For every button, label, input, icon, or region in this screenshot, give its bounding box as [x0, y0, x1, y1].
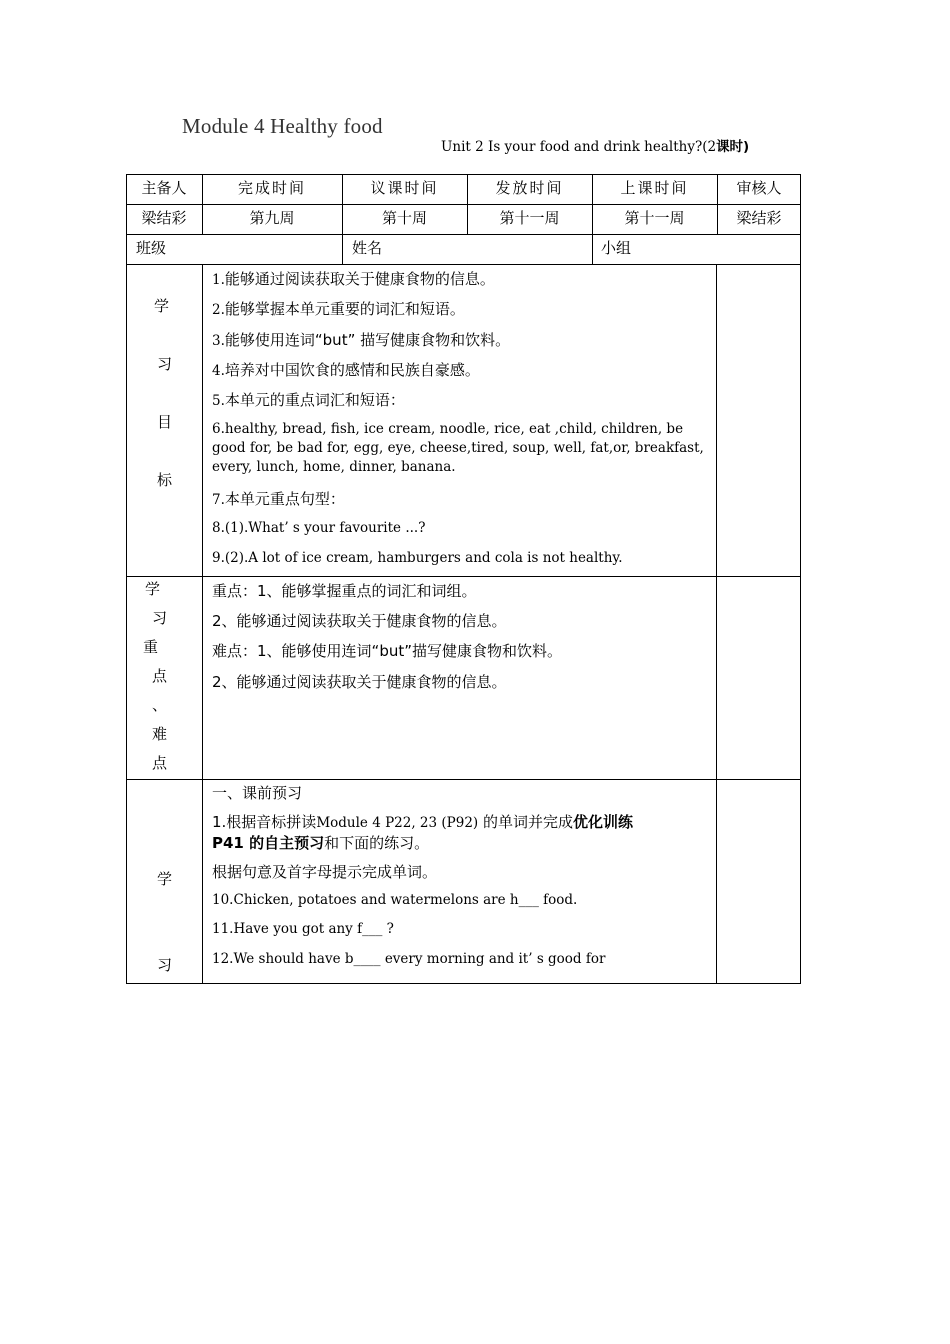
- keypoints-label-char: 学: [145, 580, 161, 598]
- keypoints-label-char: 难: [152, 725, 168, 743]
- value-complete-time: 第九周: [249, 209, 295, 227]
- key-point-line: 2、能够通过阅读获取关于健康食物的信息。: [212, 612, 507, 630]
- preview-task-cont: P41 的自主预习和下面的练习。: [212, 834, 430, 852]
- col-divider: [716, 264, 717, 984]
- value-reviewer: 梁结彩: [736, 209, 782, 227]
- keypoints-label-char: 、: [152, 696, 168, 714]
- value-class-time: 第十一周: [624, 209, 685, 227]
- objectives-label-char: 标: [157, 471, 173, 489]
- key-point-line: 2、能够通过阅读获取关于健康食物的信息。: [212, 673, 507, 691]
- header-release-time: 发放时间: [495, 179, 564, 197]
- objectives-label-char: 习: [157, 355, 173, 373]
- objective-item: 1.能够通过阅读获取关于健康食物的信息。: [212, 270, 495, 288]
- objective-item: 4.培养对中国饮食的感情和民族自豪感。: [212, 361, 480, 379]
- group-label: 小组: [601, 239, 632, 257]
- exercise-item: 11.Have you got any f___ ?: [212, 921, 394, 937]
- study-label-char: 习: [157, 956, 173, 974]
- row-divider: [126, 779, 801, 780]
- sentence-pattern: 8.(1).What’ s your favourite ...?: [212, 520, 426, 536]
- study-label-char: 学: [157, 870, 173, 888]
- key-point-line: 重点：1、能够掌握重点的词汇和词组。: [212, 582, 477, 600]
- objectives-label-char: 目: [157, 413, 173, 431]
- header-complete-time: 完成时间: [237, 179, 306, 197]
- keypoints-label-char: 点: [152, 667, 168, 685]
- objective-item: 3.能够使用连词“but” 描写健康食物和饮料。: [212, 331, 511, 349]
- row-divider: [126, 264, 801, 265]
- preview-section-title: 一、课前预习: [212, 784, 303, 802]
- objective-item: 2.能够掌握本单元重要的词汇和短语。: [212, 300, 465, 318]
- objective-item: 5.本单元的重点词汇和短语：: [212, 391, 405, 409]
- header-discuss-time: 议课时间: [370, 179, 439, 197]
- row-divider: [126, 234, 801, 235]
- preview-task: 1.根据音标拼读Module 4 P22, 23 (P92) 的单词并完成优化训练: [212, 813, 633, 831]
- exercise-instruction: 根据句意及首字母提示完成单词。: [212, 863, 438, 881]
- objective-item: 7.本单元重点句型：: [212, 490, 345, 508]
- keypoints-label-char: 点: [152, 754, 168, 772]
- value-release-time: 第十一周: [499, 209, 560, 227]
- name-label: 姓名: [352, 239, 383, 257]
- exercise-item: 10.Chicken, potatoes and watermelons are h___ food.: [212, 892, 578, 908]
- key-point-line: 难点：1、能够使用连词“but”描写健康食物和饮料。: [212, 642, 563, 660]
- keypoints-label-char: 重: [143, 638, 159, 656]
- vocabulary-list: 6.healthy, bread, fish, ice cream, noodle, rice, eat ,child, children, be good for, be bad for, egg, eye, cheese,tired, soup, well, fat,or, breakfast, every, lunch, home, dinner, banana.: [212, 421, 704, 475]
- keypoints-label-char: 习: [152, 609, 168, 627]
- header-author: 主备人: [141, 179, 187, 197]
- exercise-item: 12.We should have b____ every morning and it’ s good for: [212, 951, 606, 967]
- row-divider: [126, 204, 801, 205]
- unit-text: Unit 2 Is your food and drink healthy?(2: [441, 139, 717, 155]
- value-discuss-time: 第十周: [381, 209, 427, 227]
- unit-subtitle: [441, 135, 749, 155]
- value-author: 梁结彩: [141, 209, 187, 227]
- sentence-pattern: 9.(2).A lot of ice cream, hamburgers and cola is not healthy.: [212, 550, 623, 566]
- col-divider: [202, 264, 203, 984]
- module-title: Module 4 Healthy food: [182, 114, 383, 138]
- row-divider: [126, 576, 801, 577]
- lesson-count: 课时): [716, 139, 750, 155]
- class-label: 班级: [136, 239, 167, 257]
- header-reviewer: 审核人: [736, 179, 782, 197]
- objectives-label-char: 学: [154, 297, 170, 315]
- header-class-time: 上课时间: [620, 179, 689, 197]
